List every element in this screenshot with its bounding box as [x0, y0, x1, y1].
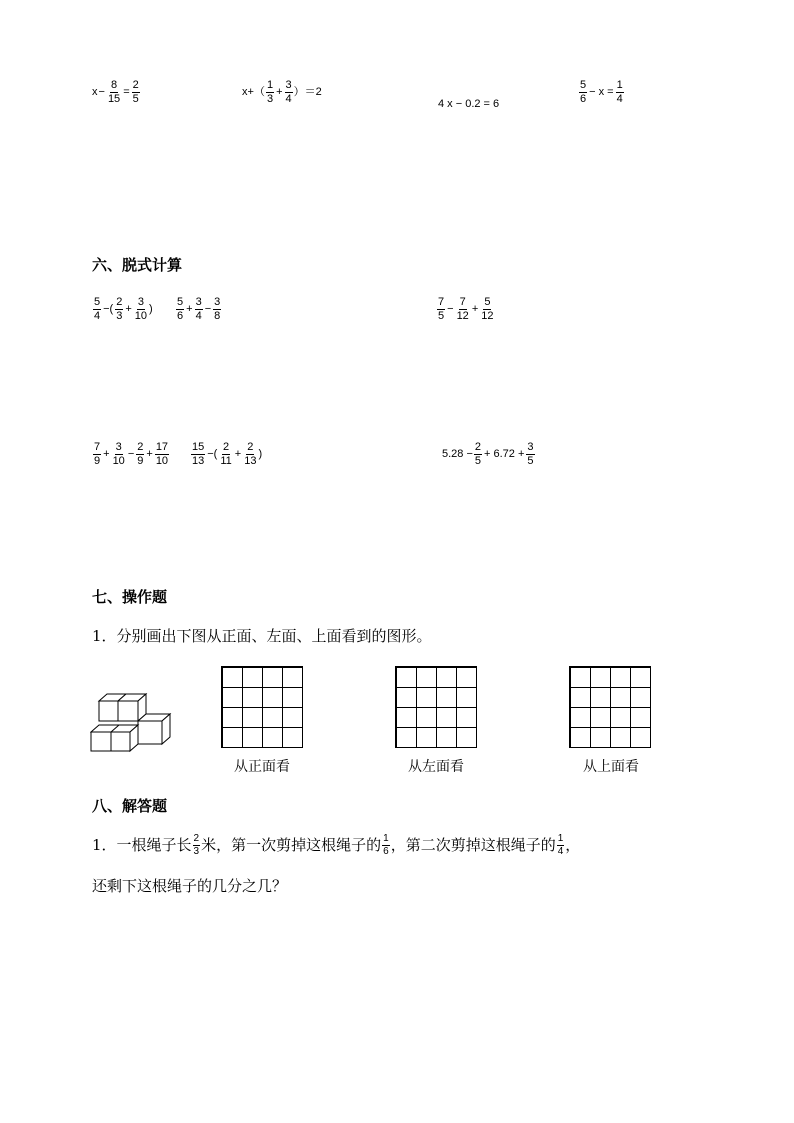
eq1-variable: x: [92, 86, 98, 98]
problem-3: [436, 297, 496, 322]
grid-cell[interactable]: [222, 707, 243, 728]
p1-fraction-c-den: 10: [134, 310, 148, 322]
grid-cell[interactable]: [456, 707, 477, 728]
p6-fraction-b-den: 5: [527, 455, 534, 467]
p5-fraction-c: [243, 442, 257, 467]
grid-cell[interactable]: [222, 687, 243, 708]
grid-cell[interactable]: [610, 707, 631, 728]
grid-cell[interactable]: [630, 687, 651, 708]
p4-fraction-a-num: 7: [94, 441, 101, 453]
p4-fraction-d: [155, 442, 169, 467]
eq4-fraction-a-den: 6: [580, 93, 587, 105]
q1-part-4: ，: [565, 836, 581, 854]
p1-fraction-a-num: 5: [94, 296, 101, 308]
p4-fraction-d-num: 17: [155, 441, 169, 453]
p5-fraction-c-den: 13: [244, 455, 257, 467]
grid-cell[interactable]: [610, 727, 631, 748]
p1-fraction-a: [93, 297, 101, 322]
p2-fraction-b-den: 4: [195, 310, 202, 322]
p2-fraction-c: [213, 297, 221, 322]
grid-cell[interactable]: [570, 687, 591, 708]
q1-fraction-3: [557, 834, 565, 857]
cube-bottom-left-front: [91, 732, 111, 751]
p1-fraction-b: [115, 297, 123, 322]
equation-4: [578, 80, 625, 105]
grid-cell[interactable]: [396, 687, 417, 708]
front-view-grid[interactable]: [221, 666, 303, 748]
grid-cell[interactable]: [630, 727, 651, 748]
p5-fraction-a: [191, 442, 205, 467]
cube-bottom-mid-front: [111, 732, 130, 751]
p3-operator-2: +: [471, 303, 479, 315]
eq3-text: 4 x − 0.2 = 6: [438, 98, 500, 110]
grid-cell[interactable]: [222, 727, 243, 748]
p4-fraction-d-den: 10: [155, 455, 169, 467]
top-view-caption: 从上面看: [583, 759, 639, 775]
p4-fraction-b-den: 10: [112, 455, 125, 467]
p1-fraction-b-num: 2: [116, 296, 123, 308]
eq2-fraction-b: [285, 80, 293, 105]
grid-cell[interactable]: [590, 727, 611, 748]
p2-operator-1: +: [186, 303, 193, 315]
grid-cell[interactable]: [282, 727, 303, 748]
cube-top-left-front: [99, 701, 118, 721]
eq1-operator: −: [98, 86, 105, 98]
p5-fraction-a-num: 15: [192, 441, 205, 453]
q1-fraction-2: [382, 834, 390, 857]
p1-fraction-a-den: 4: [94, 310, 101, 322]
grid-cell[interactable]: [282, 667, 303, 688]
eq2-open-paren: （: [253, 86, 265, 98]
p2-fraction-a-num: 5: [177, 296, 184, 308]
p6-middle: + 6.72 +: [484, 448, 525, 460]
p4-fraction-b-num: 3: [115, 441, 122, 453]
p6-fraction-a: [474, 442, 482, 467]
eq4-fraction-b: [616, 80, 624, 105]
eq4-fraction-a-num: 5: [580, 79, 587, 91]
grid-cell[interactable]: [282, 707, 303, 728]
top-view-grid[interactable]: [569, 666, 651, 748]
q1-part-2: 米，第一次剪掉这根绳子的: [201, 836, 382, 854]
p5-close-paren: ): [258, 448, 263, 460]
grid-cell[interactable]: [242, 667, 263, 688]
p4-fraction-c-num: 2: [137, 441, 144, 453]
problem-1: [92, 297, 153, 322]
eq2-operator: +: [276, 86, 283, 98]
p2-fraction-b-num: 3: [195, 296, 202, 308]
p5-fraction-c-num: 2: [247, 441, 254, 453]
grid-cell[interactable]: [416, 687, 437, 708]
grid-cell[interactable]: [610, 667, 631, 688]
eq1-fraction-b-num: 2: [132, 79, 139, 91]
problem-2: [175, 297, 222, 322]
grid-cell[interactable]: [436, 687, 457, 708]
grid-cell[interactable]: [456, 687, 477, 708]
grid-cell[interactable]: [590, 707, 611, 728]
p6-lead: 5.28 −: [442, 448, 473, 460]
eq4-fraction-b-den: 4: [616, 93, 623, 105]
p4-operator-3: +: [146, 448, 153, 460]
grid-cell[interactable]: [396, 707, 417, 728]
q1-fraction-2-den: 6: [383, 846, 389, 857]
cube-figure: [90, 693, 172, 753]
p4-operator-1: +: [103, 448, 110, 460]
eq2-fraction-a: [266, 80, 274, 105]
eq2-fraction-b-num: 3: [285, 79, 292, 91]
eq1-fraction-a: [107, 80, 121, 105]
eq1-fraction-a-num: 8: [111, 79, 118, 91]
grid-cell[interactable]: [242, 687, 263, 708]
eq2-fraction-b-den: 4: [285, 93, 292, 105]
front-view-caption: 从正面看: [234, 759, 290, 775]
p2-fraction-b: [195, 297, 203, 322]
eq2-close-paren: ）: [293, 86, 305, 98]
p2-fraction-c-num: 3: [214, 296, 221, 308]
eq2-fraction-a-num: 1: [266, 79, 274, 91]
p3-fraction-c: [480, 297, 494, 322]
p2-operator-2: −: [204, 303, 212, 315]
p2-fraction-a-den: 6: [177, 310, 184, 322]
p1-fraction-c-num: 3: [137, 296, 144, 308]
grid-cell[interactable]: [262, 687, 283, 708]
left-view-grid[interactable]: [395, 666, 477, 748]
p3-fraction-a: [437, 297, 445, 322]
q1-part-1: 1．一根绳子长: [92, 836, 192, 854]
grid-cell[interactable]: [456, 667, 477, 688]
grid-cell[interactable]: [396, 727, 417, 748]
problem-5: [190, 442, 262, 467]
p5-operator-1: −(: [207, 448, 218, 460]
p3-fraction-b-den: 12: [456, 310, 469, 322]
grid-cell[interactable]: [222, 667, 243, 688]
p1-fraction-c: [134, 297, 148, 322]
grid-cell[interactable]: [262, 667, 283, 688]
equation-1: [92, 80, 141, 105]
p5-fraction-b-num: 2: [222, 441, 230, 453]
p3-operator-1: −: [447, 303, 454, 315]
section-7-question: 1．分别画出下图从正面、左面、上面看到的图形。: [92, 627, 432, 645]
grid-cell[interactable]: [396, 667, 417, 688]
grid-cell[interactable]: [436, 667, 457, 688]
grid-cell[interactable]: [262, 727, 283, 748]
p4-fraction-c-den: 9: [137, 455, 144, 467]
p3-fraction-a-den: 5: [438, 310, 445, 322]
eq2-prefix: x+: [242, 86, 254, 98]
q1-fraction-2-num: 1: [383, 833, 389, 844]
grid-cell[interactable]: [416, 707, 437, 728]
grid-cell[interactable]: [590, 667, 611, 688]
p4-fraction-c: [136, 442, 144, 467]
grid-cell[interactable]: [570, 727, 591, 748]
p5-fraction-b: [219, 442, 232, 467]
eq4-fraction-b-num: 1: [616, 79, 623, 91]
grid-cell[interactable]: [630, 707, 651, 728]
q1-fraction-1-num: 2: [193, 833, 200, 844]
p3-fraction-b-num: 7: [459, 296, 466, 308]
eq4-middle: − x =: [589, 86, 614, 98]
p6-fraction-a-den: 5: [474, 455, 482, 467]
grid-cell[interactable]: [630, 667, 651, 688]
grid-cell[interactable]: [262, 707, 283, 728]
grid-cell[interactable]: [416, 667, 437, 688]
p4-fraction-b: [112, 442, 126, 467]
eq1-equals: =: [123, 86, 130, 98]
grid-cell[interactable]: [570, 707, 591, 728]
grid-cell[interactable]: [282, 687, 303, 708]
p4-fraction-a-den: 9: [94, 455, 101, 467]
grid-cell[interactable]: [436, 727, 457, 748]
grid-cell[interactable]: [570, 667, 591, 688]
p4-operator-2: −: [127, 448, 135, 460]
section-8-question-line-1: [92, 834, 580, 857]
grid-cell[interactable]: [436, 707, 457, 728]
problem-6: [442, 442, 536, 467]
problem-4: [92, 442, 170, 467]
equation-3: [438, 99, 499, 110]
grid-cell[interactable]: [242, 707, 263, 728]
section-7-title: 七、操作题: [92, 588, 168, 606]
eq4-fraction-a: [579, 80, 587, 105]
section-8-title: 八、解答题: [92, 797, 168, 815]
eq1-fraction-a-den: 15: [107, 93, 121, 105]
p5-fraction-b-den: 11: [220, 455, 232, 467]
grid-cell[interactable]: [242, 727, 263, 748]
grid-cell[interactable]: [610, 687, 631, 708]
p5-fraction-a-den: 13: [192, 455, 205, 467]
p6-fraction-b-num: 3: [527, 441, 534, 453]
grid-cell[interactable]: [416, 727, 437, 748]
eq1-fraction-b: [132, 80, 140, 105]
p5-operator-2: +: [234, 448, 242, 460]
section-6-title: 六、脱式计算: [92, 256, 183, 274]
p1-fraction-b-den: 3: [116, 310, 123, 322]
p3-fraction-a-num: 7: [438, 296, 445, 308]
p3-fraction-b: [456, 297, 470, 322]
p2-fraction-c-den: 8: [214, 310, 221, 322]
p1-close-paren: ): [149, 303, 153, 315]
q1-fraction-1: [193, 834, 201, 857]
p4-fraction-a: [93, 442, 101, 467]
p3-fraction-c-den: 12: [481, 310, 494, 322]
grid-cell[interactable]: [590, 687, 611, 708]
grid-cell[interactable]: [456, 727, 477, 748]
p3-fraction-c-num: 5: [484, 296, 491, 308]
p6-fraction-a-num: 2: [474, 441, 482, 453]
section-8-question-line-2: 还剩下这根绳子的几分之几？: [92, 877, 288, 895]
p2-fraction-a: [176, 297, 184, 322]
eq2-rhs: ＝2: [304, 86, 322, 98]
q1-part-3: ，第二次剪掉这根绳子的: [390, 836, 556, 854]
q1-fraction-3-den: 4: [557, 846, 564, 857]
equation-2: [242, 80, 322, 105]
cube-right-front: [138, 721, 162, 744]
eq1-fraction-b-den: 5: [132, 93, 139, 105]
p1-operator-2: +: [125, 303, 132, 315]
eq2-fraction-a-den: 3: [266, 93, 274, 105]
p6-fraction-b: [526, 442, 534, 467]
q1-fraction-1-den: 3: [193, 846, 200, 857]
p1-operator-1: −(: [103, 303, 114, 315]
cube-top-right-front: [118, 701, 138, 721]
left-view-caption: 从左面看: [408, 759, 464, 775]
q1-fraction-3-num: 1: [557, 833, 564, 844]
